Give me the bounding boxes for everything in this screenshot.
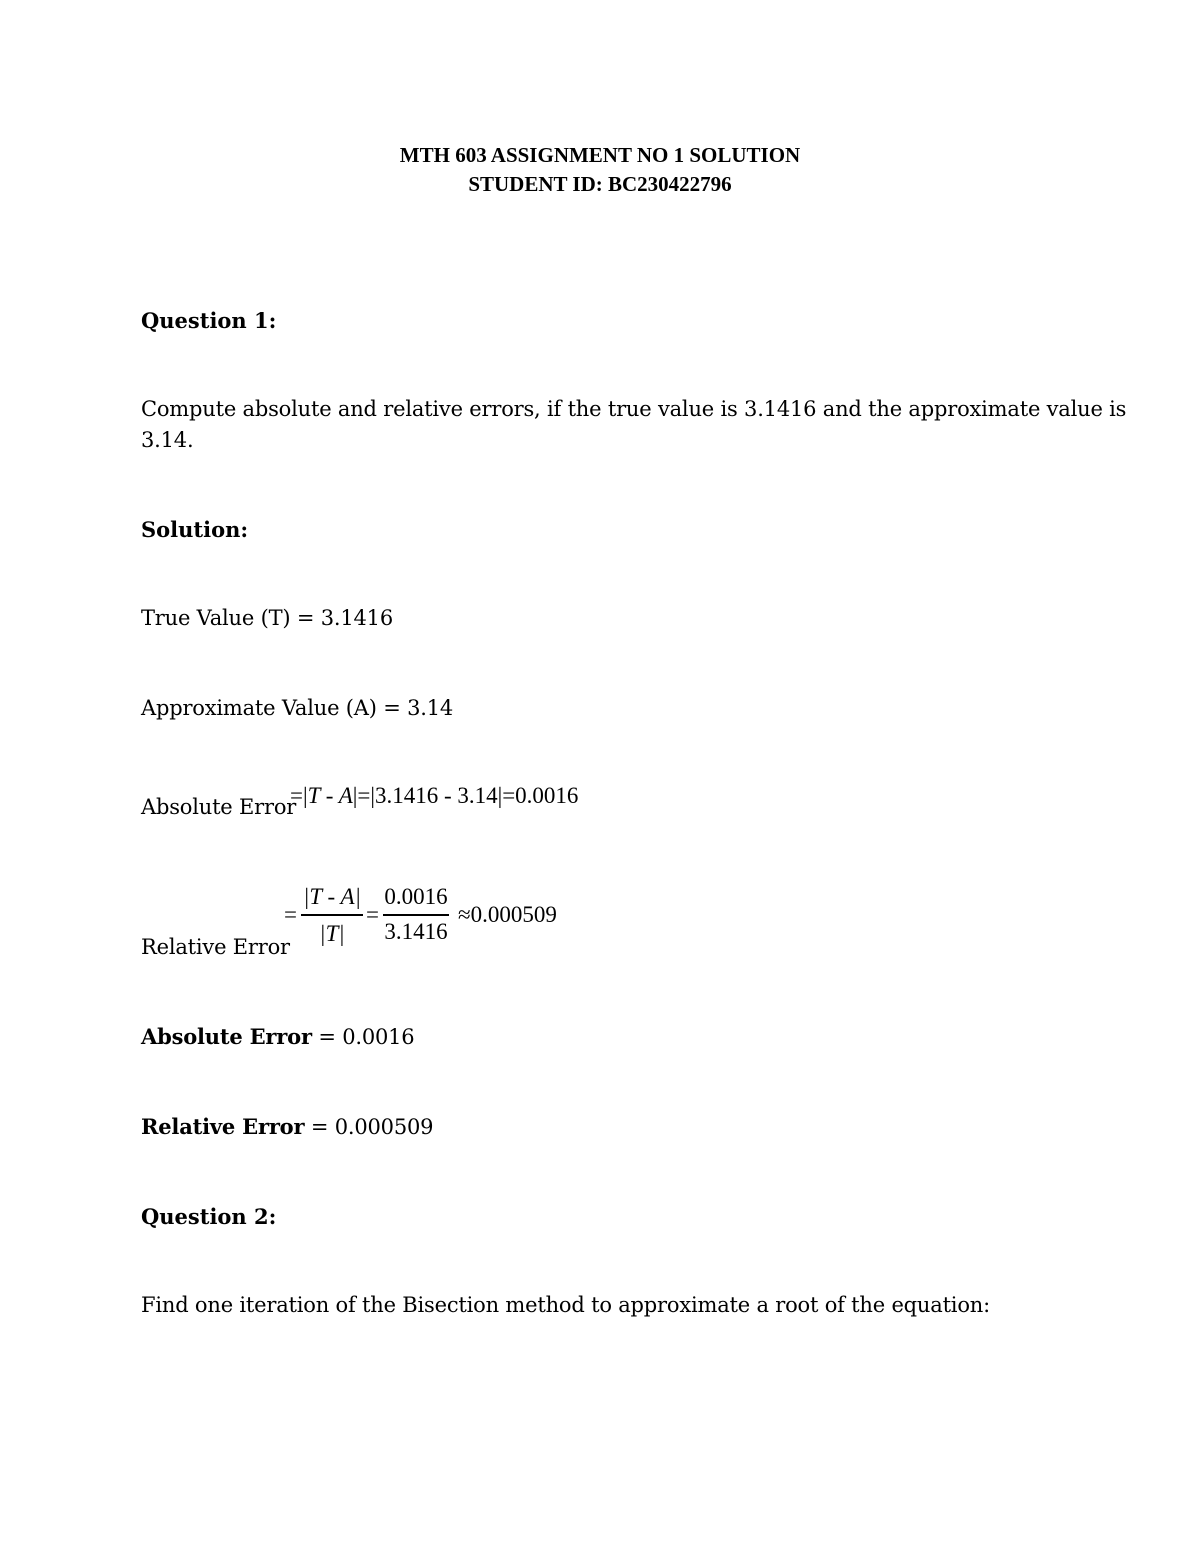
true-value-line: True Value (T) = 3.1416 <box>141 606 393 630</box>
formula-t-minus-a: T - A <box>307 783 353 808</box>
fraction-1-denominator <box>300 921 364 947</box>
denominator-t: |T| <box>319 921 345 946</box>
student-id: STUDENT ID: BC230422796 <box>468 172 732 196</box>
fraction-2-numerator: 0.0016 <box>384 884 448 909</box>
relative-error-approx: ≈0.000509 <box>458 902 557 927</box>
fraction-1-bar <box>301 914 363 916</box>
numerator-t-minus-a: |T - A| <box>303 884 361 909</box>
relative-error-result-label: Relative Error <box>141 1114 305 1139</box>
relative-error-result-value: = 0.000509 <box>304 1115 434 1139</box>
fraction-2-denominator: 3.1416 <box>384 919 448 944</box>
relative-error-equals-mid: = <box>366 902 379 927</box>
question-1-prompt-line2: 3.14. <box>141 428 194 452</box>
absolute-error-formula <box>290 783 578 809</box>
relative-error-equals-left: = <box>284 902 297 927</box>
absolute-error-result-label: Absolute Error <box>141 1024 312 1049</box>
formula-equals-bar: =| <box>290 783 308 808</box>
absolute-error-result-value: = 0.0016 <box>311 1025 415 1049</box>
formula-result: |=0.0016 <box>497 783 579 808</box>
document-title: MTH 603 ASSIGNMENT NO 1 SOLUTION <box>399 143 801 167</box>
relative-error-label: Relative Error <box>141 935 290 959</box>
question-2-heading: Question 2: <box>141 1204 277 1229</box>
fraction-2-bar <box>383 914 449 916</box>
relative-error-result <box>141 1114 433 1139</box>
solution-heading: Solution: <box>141 517 249 542</box>
question-1-heading: Question 1: <box>141 308 277 333</box>
formula-numbers: 3.1416 - 3.14 <box>374 783 498 808</box>
question-1-prompt-line1: Compute absolute and relative errors, if the true value is 3.1416 and the approximate value is <box>141 397 1127 421</box>
absolute-error-label: Absolute Error <box>141 795 297 819</box>
fraction-1-numerator <box>300 884 364 910</box>
question-2-prompt: Find one iteration of the Bisection method to approximate a root of the equation: <box>141 1293 990 1317</box>
absolute-error-result <box>141 1024 414 1049</box>
approximate-value-line: Approximate Value (A) = 3.14 <box>141 696 454 720</box>
formula-bar-equals-bar: |=| <box>352 783 375 808</box>
